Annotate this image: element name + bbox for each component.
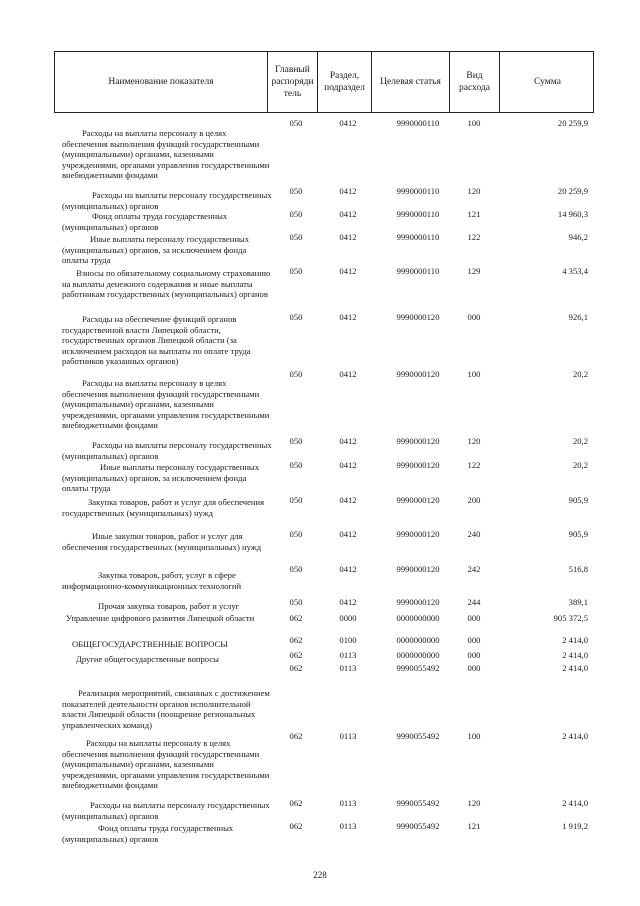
cell-grbs: 050: [289, 436, 303, 446]
cell-sum: 2 414,0: [562, 731, 588, 741]
cell-type: 000: [467, 663, 481, 673]
cell-type: 000: [467, 613, 481, 623]
cell-grbs: 050: [289, 597, 303, 607]
cell-section: 0412: [339, 232, 357, 242]
cell-sum: 2 414,0: [562, 650, 588, 660]
cell-sum: 905,9: [568, 495, 588, 505]
row-name: Расходы на выплаты персоналу государственных (муниципальных) органов: [62, 440, 272, 461]
cell-sum: 2 414,0: [562, 635, 588, 645]
cell-target: 9990000120: [396, 597, 440, 607]
cell-type: 121: [467, 821, 481, 831]
cell-grbs: 050: [289, 209, 303, 219]
cell-type: 129: [467, 266, 481, 276]
row-name: Другие общегосударственные вопросы: [76, 654, 219, 664]
row-name: Расходы на выплаты персоналу в целях обеспечения выполнения функций государственными (муниципальными) органами, казенными учреждениями, органами управления государственными внебюджетными фондами: [62, 128, 270, 181]
cell-type: 122: [467, 232, 481, 242]
cell-sum: 14 960,3: [557, 209, 588, 219]
cell-section: 0000: [339, 613, 357, 623]
cell-section: 0412: [339, 118, 357, 128]
cell-section: 0412: [339, 369, 357, 379]
cell-sum: 926,1: [568, 312, 588, 322]
cell-target: 9990000120: [396, 369, 440, 379]
row-name: Иные закупки товаров, работ и услуг для обеспечения государственных (муниципальных) нужд: [62, 531, 262, 552]
cell-type: 120: [467, 436, 481, 446]
row-name: Расходы на выплаты персоналу государственных (муниципальных) органов: [62, 800, 270, 821]
cell-grbs: 050: [289, 266, 303, 276]
cell-grbs: 050: [289, 312, 303, 322]
cell-grbs: 050: [289, 460, 303, 470]
cell-type: 244: [467, 597, 481, 607]
cell-section: 0100: [339, 635, 357, 645]
cell-type: 121: [467, 209, 481, 219]
cell-type: 000: [467, 650, 481, 660]
row-name: Расходы на обеспечение функций органов государственной власти Липецкой области, государственных органов Липецкой области (за исключением расходов на выплаты по оплате труда работников указанных органов): [62, 314, 251, 367]
cell-sum: 905,9: [568, 529, 588, 539]
cell-target: 0000000000: [396, 613, 440, 623]
cell-type: 000: [467, 312, 481, 322]
cell-target: 9990055492: [396, 798, 440, 808]
row-name: Фонд оплаты труда государственных (муниципальных) органов: [62, 211, 228, 232]
row-name: Расходы на выплаты персоналу в целях обеспечения выполнения функций государственными (муниципальными) органами, казенными учреждениями, органами управления государственными внебюджетными фондами: [62, 378, 270, 431]
cell-type: 200: [467, 495, 481, 505]
cell-section: 0412: [339, 312, 357, 322]
header-grbs: Главный распоряди тель: [267, 52, 317, 112]
cell-sum: 20,2: [572, 369, 588, 379]
cell-grbs: 050: [289, 495, 303, 505]
row-name: Расходы на выплаты персоналу государственных (муниципальных) органов: [62, 190, 272, 211]
cell-sum: 905 372,5: [553, 613, 588, 623]
cell-target: 9990000120: [396, 529, 440, 539]
row-name: Иные выплаты персоналу государственных (муниципальных) органов, за исключением фонда оплаты труда: [62, 462, 259, 494]
table-header: [54, 51, 594, 113]
cell-section: 0113: [339, 650, 357, 660]
cell-grbs: 062: [289, 798, 303, 808]
row-name: Фонд оплаты труда государственных (муниципальных) органов: [62, 823, 234, 844]
cell-sum: 2 414,0: [562, 663, 588, 673]
cell-section: 0412: [339, 495, 357, 505]
cell-grbs: 062: [289, 821, 303, 831]
cell-sum: 516,8: [568, 564, 588, 574]
cell-grbs: 050: [289, 369, 303, 379]
cell-sum: 20,2: [572, 460, 588, 470]
cell-section: 0412: [339, 529, 357, 539]
cell-section: 0412: [339, 597, 357, 607]
row-name: Управление цифрового развития Липецкой области: [66, 613, 255, 623]
row-name: Закупка товаров, работ, услуг в сфере информационно-коммуникационных технологий: [62, 570, 242, 591]
cell-grbs: 062: [289, 613, 303, 623]
cell-target: 0000000000: [396, 635, 440, 645]
cell-target: 9990000120: [396, 312, 440, 322]
cell-grbs: 062: [289, 663, 303, 673]
row-name: Прочая закупка товаров, работ и услуг: [98, 601, 240, 611]
cell-section: 0412: [339, 266, 357, 276]
cell-sum: 946,2: [568, 232, 588, 242]
cell-target: 9990000110: [396, 118, 440, 128]
cell-sum: 20 259,9: [557, 186, 588, 196]
cell-section: 0113: [339, 731, 357, 741]
cell-grbs: 050: [289, 564, 303, 574]
cell-type: 100: [467, 369, 481, 379]
cell-target: 9990000120: [396, 495, 440, 505]
row-name: Закупка товаров, работ и услуг для обеспечения государственных (муниципальных) нужд: [62, 497, 265, 518]
row-name: Взносы по обязательному социальному страхованию на выплаты денежного содержания и иные выплаты работникам государственных (муниципальных) органов: [62, 268, 271, 300]
cell-type: 242: [467, 564, 481, 574]
cell-target: 9990055492: [396, 821, 440, 831]
cell-type: 100: [467, 118, 481, 128]
cell-type: 100: [467, 731, 481, 741]
cell-type: 120: [467, 798, 481, 808]
cell-grbs: 050: [289, 186, 303, 196]
cell-target: 9990000110: [396, 186, 440, 196]
header-name: Наименование показателя: [108, 77, 214, 87]
header-sum: Сумма: [499, 52, 595, 112]
cell-target: 9990000120: [396, 436, 440, 446]
cell-sum: 20 259,9: [557, 118, 588, 128]
cell-target: 9990055492: [396, 663, 440, 673]
cell-section: 0412: [339, 209, 357, 219]
row-name: Реализация мероприятий, связанных с достижением показателей деятельности органов исполнительной власти Липецкой области (поощрение региональных управленческих команд): [62, 688, 270, 730]
cell-section: 0412: [339, 186, 357, 196]
row-name: Иные выплаты персоналу государственных (муниципальных) органов, за исключением фонда оплаты труда: [62, 234, 249, 266]
cell-grbs: 050: [289, 118, 303, 128]
header-type: Вид расхода: [449, 52, 499, 112]
cell-grbs: 062: [289, 731, 303, 741]
page-number: 228: [313, 870, 327, 880]
cell-target: 9990000120: [396, 564, 440, 574]
cell-type: 240: [467, 529, 481, 539]
cell-section: 0113: [339, 821, 357, 831]
cell-type: 000: [467, 635, 481, 645]
cell-section: 0412: [339, 460, 357, 470]
cell-target: 9990000110: [396, 232, 440, 242]
cell-target: 9990000110: [396, 266, 440, 276]
cell-grbs: 062: [289, 635, 303, 645]
cell-sum: 4 353,4: [562, 266, 588, 276]
cell-target: 9990000110: [396, 209, 440, 219]
cell-grbs: 050: [289, 232, 303, 242]
cell-type: 120: [467, 186, 481, 196]
cell-target: 9990000120: [396, 460, 440, 470]
cell-section: 0113: [339, 798, 357, 808]
cell-grbs: 050: [289, 529, 303, 539]
cell-grbs: 062: [289, 650, 303, 660]
cell-section: 0412: [339, 564, 357, 574]
row-name: ОБЩЕГОСУДАРСТВЕННЫЕ ВОПРОСЫ: [72, 639, 228, 649]
cell-target: 0000000000: [396, 650, 440, 660]
cell-sum: 389,1: [568, 597, 588, 607]
cell-sum: 2 414,0: [562, 798, 588, 808]
cell-sum: 20,2: [572, 436, 588, 446]
header-target: Целевая статья: [371, 52, 449, 112]
cell-type: 122: [467, 460, 481, 470]
cell-target: 9990055492: [396, 731, 440, 741]
row-name: Расходы на выплаты персоналу в целях обеспечения выполнения функций государственными (муниципальными) органами, казенными учреждениями, органами управления государственными внебюджетными фондами: [62, 738, 270, 791]
cell-section: 0113: [339, 663, 357, 673]
cell-sum: 1 919,2: [562, 821, 588, 831]
header-section: Раздел, подраздел: [317, 52, 371, 112]
cell-section: 0412: [339, 436, 357, 446]
